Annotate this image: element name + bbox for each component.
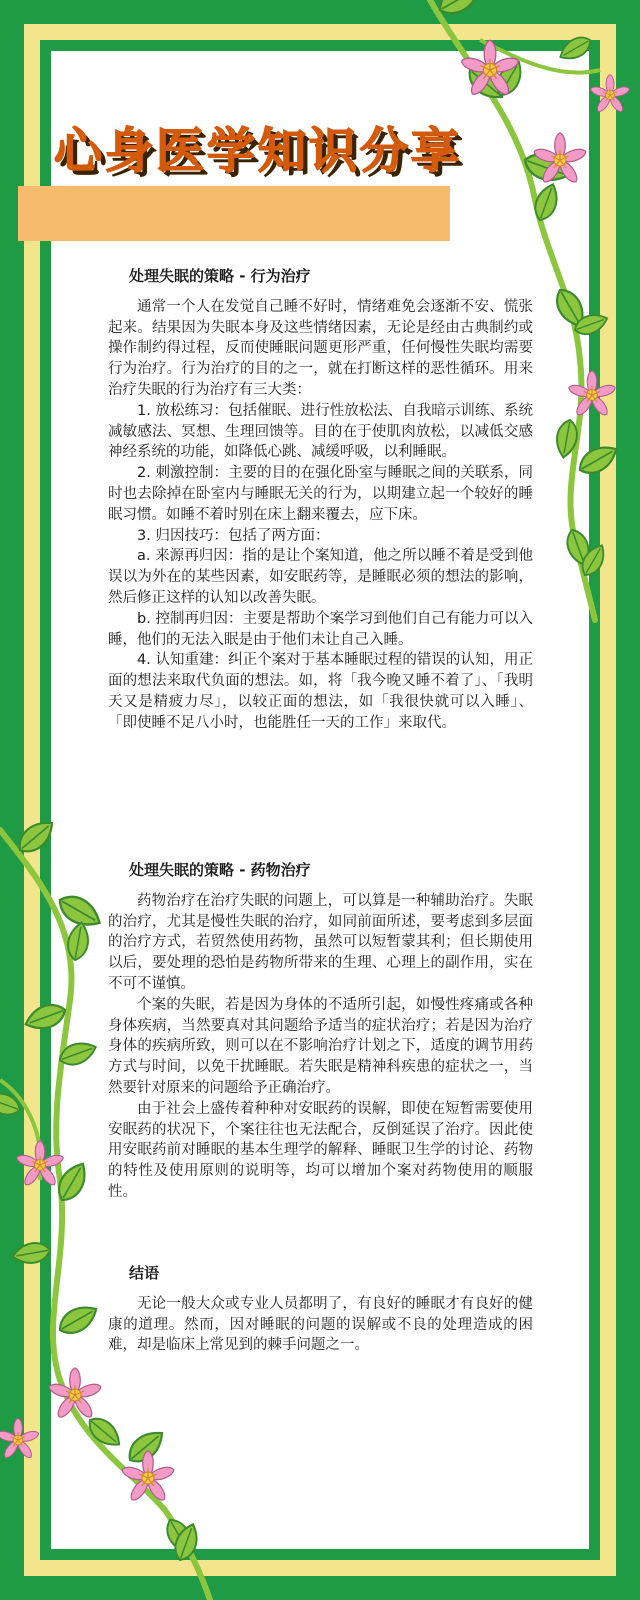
list-item: 3. 归因技巧：包括了两方面： (137, 527, 330, 544)
list-item: 1. 放松练习：包括催眠、进行性放松法、自我暗示训练、系统减敏感法、冥想、生理回馈等。目的在于使肌肉放松，以减低交感神经系统的功能，如降低心跳、减缓呼吸，以利睡眠。 (108, 402, 533, 461)
paragraph: 药物治疗在治疗失眠的问题上，可以算是一种辅助治疗。失眠的治疗，尤其是慢性失眠的治疗，如同前面所述，要考虑到多层面的治疗方式，若贸然使用药物，虽然可以短暂蒙其利；但长期使用以后，要处理的恐怕是药物所带来的生理、心理上的副作用，实在不可不谨慎。 (108, 892, 533, 992)
section-heading: 处理失眠的策略 - 行为治疗 (129, 267, 311, 285)
sub-list-item: a. 来源再归因：指的是让个案知道，他之所以睡不着是受到他误以为外在的某些因素，如安眠药等，是睡眠必须的想法的影响，然后修正这样的认知以改善失眠。 (108, 548, 533, 606)
page-title: 心身医学知识分享 (54, 123, 463, 179)
list-item: 2. 刺激控制：主要的目的在强化卧室与睡眠之间的关联系，同时也去除掉在卧室内与睡眠无关的行为，以期建立起一个较好的睡眠习惯。如睡不着时别在床上翻来覆去，应下床。 (108, 465, 533, 523)
section-heading: 结语 (129, 1264, 160, 1282)
list-item: 4. 认知重建：纠正个案对于基本睡眠过程的错误的认知，用正面的想法来取代负面的想法。如，将「我今晚又睡不着了」、「我明天又是精疲力尽」，以较正面的想法，如「我很快就可以入睡」、「即使睡不足八小时，也能胜任一天的工作」来取代。 (108, 652, 533, 731)
paragraph: 无论一般大众或专业人员都明了，有良好的睡眠才有良好的健康的道理。然而，因对睡眠的问题的误解或不良的处理造成的困难，却是临床上常见到的棘手问题之一。 (108, 1295, 533, 1354)
sub-list-item: b. 控制再归因：主要是帮助个案学习到他们自己有能力可以入睡，他们的无法入眠是由于他们未让自己入睡。 (108, 610, 533, 648)
section-heading: 处理失眠的策略 - 药物治疗 (129, 861, 311, 879)
paragraph: 由于社会上盛传着种种对安眠药的误解，即使在短暂需要使用安眠药的状况下，个案往往也无法配合，反倒延误了治疗。因此使用安眠药前对睡眠的基本生理学的解释、睡眠卫生学的讨论、药物的特性及使用原则的说明等，均可以增加个案对药物使用的顺服性。 (108, 1100, 533, 1200)
paragraph: 个案的失眠，若是因为身体的不适所引起，如慢性疼痛或各种身体疾病，当然要真对其问题给予适当的症状治疗；若是因为治疗身体的疾病所致，则可以在不影响治疗计划之下，适度的调节用药方式与时间，以免干扰睡眠。若失眠是精神科疾患的症状之一，当然要针对原来的问题给予正确治疗。 (108, 996, 533, 1096)
paragraph: 通常一个人在发觉自己睡不好时，情绪难免会逐渐不安、慌张起来。结果因为失眠本身及这些情绪因素，无论是经由古典制约或操作制约得过程，反而使睡眠问题更形严重，任何慢性失眠均需要行为治疗。行为治疗的目的之一，就在打断这样的恶性循环。用来治疗失眠的行为治疗有三大类： (108, 298, 533, 398)
